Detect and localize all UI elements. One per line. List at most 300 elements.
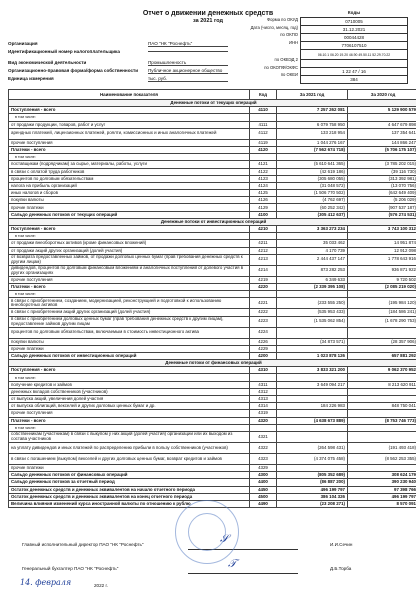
- indicator-code: 4221: [250, 298, 277, 309]
- value-2020: [348, 410, 416, 417]
- table-row: [9, 424, 416, 431]
- indicator-code: [250, 424, 277, 431]
- value-2021: (233 555 250): [277, 298, 348, 309]
- table-row: [9, 114, 416, 121]
- value-2020: 9 720 502: [348, 276, 416, 283]
- indicator-code: 4212: [250, 247, 277, 254]
- value-2021: (86 887 200): [277, 479, 348, 486]
- table-row: [9, 204, 416, 211]
- indicator-name: в связи с погашением (выкупом) векселей и других долговых ценных бумаг, возврат кредитов и займов: [9, 453, 250, 464]
- meta-value: Промышленность: [148, 60, 228, 66]
- meta-value: тыс. руб.: [148, 76, 228, 82]
- value-2021: (2 339 395 108): [277, 283, 348, 290]
- indicator-code: 4126: [250, 197, 277, 204]
- indicator-code: 4211: [250, 240, 277, 247]
- report-title: Отчет о движении денежных средств: [142, 10, 274, 17]
- indicator-code: 4500: [250, 493, 277, 500]
- value-2020: (313 392 981): [348, 175, 416, 182]
- indicator-code: 4125: [250, 190, 277, 197]
- value-2021: (42 619 186): [277, 168, 348, 175]
- indicator-name: от продажи внеоборотных активов (кроме финансовых вложений): [9, 240, 250, 247]
- value-2020: [348, 424, 416, 431]
- indicator-name: покупки валюты: [9, 338, 250, 345]
- table-row: [9, 327, 416, 338]
- meta-label: Единица измерения: [8, 76, 54, 82]
- meta-row: [8, 75, 228, 83]
- value-2020: 8 213 620 911: [348, 381, 416, 388]
- value-2021: [277, 114, 348, 121]
- ceo-signature-label: Главный исполнительный директор ПАО "НК "Роснефть": [22, 542, 144, 547]
- value-2020: [348, 154, 416, 161]
- value-2020: 144 866 247: [348, 139, 416, 146]
- value-2020: (3 785 202 015): [348, 161, 416, 168]
- codes-row: [301, 68, 408, 76]
- table-row: [9, 247, 416, 254]
- table-row: [9, 345, 416, 352]
- indicator-code: 4321: [250, 431, 277, 442]
- value-2021: (31 048 572): [277, 182, 348, 189]
- indicator-name: покупки валюты: [9, 197, 250, 204]
- indicator-name: Остаток денежных средств и денежных эквивалентов на конец отчетного периода: [9, 493, 250, 500]
- cash-flow-table: [8, 89, 416, 508]
- section-row: [9, 100, 416, 107]
- indicator-name: от продажи акций других организаций (долей участия): [9, 247, 250, 254]
- codes-block: [300, 10, 408, 84]
- indicator-code: 4323: [250, 453, 277, 464]
- value-2020: [348, 374, 416, 381]
- table-row: [9, 154, 416, 161]
- table-row: [9, 283, 416, 290]
- table-row: [9, 146, 416, 153]
- value-2020: (13 070 756): [348, 182, 416, 189]
- value-2020: 496 199 797: [348, 493, 416, 500]
- value-2020: (39 116 730): [348, 168, 416, 175]
- indicator-name: Платежи - всего: [9, 146, 250, 153]
- table-row: [9, 316, 416, 327]
- value-2021: [277, 291, 348, 298]
- meta-row: [8, 40, 228, 48]
- value-2020: (642 649 409): [348, 190, 416, 197]
- code-value: 384: [301, 76, 408, 84]
- value-2020: [348, 388, 416, 395]
- table-row: [9, 410, 416, 417]
- code-label: Дата (число, месяц, год): [250, 24, 298, 30]
- table-row: [9, 381, 416, 388]
- indicator-code: 4310: [250, 367, 277, 374]
- indicator-name: прочие платежи: [9, 204, 250, 211]
- accountant-signature-line: [188, 573, 298, 574]
- value-2021: [277, 431, 348, 442]
- indicator-name: на уплату дивидендов и иных платежей по распределению прибыли в пользу собственников (участников): [9, 442, 250, 453]
- meta-label: Организационно-правовая форма/форма собственности: [8, 68, 139, 74]
- value-2020: 5 129 900 579: [348, 107, 416, 114]
- code-value: 1 22 47 / 16: [301, 68, 408, 76]
- value-2021: (4 638 673 889): [277, 417, 348, 424]
- value-2020: [348, 233, 416, 240]
- codes-row: [301, 60, 408, 68]
- value-2021: 386 104 326: [277, 493, 348, 500]
- table-row: [9, 276, 416, 283]
- meta-label: Идентификационный номер налогоплательщика: [8, 49, 120, 55]
- indicator-code: [250, 374, 277, 381]
- value-2020: 12 912 098: [348, 247, 416, 254]
- table-row: [9, 197, 416, 204]
- indicator-code: [250, 154, 277, 161]
- section-row: [9, 360, 416, 367]
- table-row: [9, 190, 416, 197]
- indicator-name: дивидендов, процентов по долговым финансовым вложениям и аналогичных поступлений от долевого участия в других организациях: [9, 265, 250, 276]
- table-row: [9, 396, 416, 403]
- value-2020: 137 354 641: [348, 128, 416, 139]
- value-2021: (5 610 641 365): [277, 161, 348, 168]
- indicator-code: 4223: [250, 316, 277, 327]
- indicator-name: в связи с приобретением, созданием, модернизацией, реконструкцией и подготовкой к использованию внеоборотных активов: [9, 298, 250, 309]
- value-2021: 2 444 437 147: [277, 254, 348, 265]
- table-row: [9, 442, 416, 453]
- table-row: [9, 226, 416, 233]
- accountant-name: Д.Б.Торба: [330, 566, 352, 571]
- indicator-name: Поступления - всего: [9, 367, 250, 374]
- header-indicator: Наименование показателя: [9, 90, 250, 100]
- value-2021: 184 226 983: [277, 403, 348, 410]
- value-2021: [277, 374, 348, 381]
- table-row: [9, 265, 416, 276]
- indicator-name: от возврата предоставленных займов, от продажи долговых ценных бумаг (прав требования денежных средств к другим лицам): [9, 254, 250, 265]
- value-2020: [348, 396, 416, 403]
- value-2020: (1 678 290 753): [348, 316, 416, 327]
- section-row: [9, 218, 416, 225]
- indicator-code: 4222: [250, 309, 277, 316]
- indicator-code: 4322: [250, 442, 277, 453]
- indicator-name: получение кредитов и займов: [9, 381, 250, 388]
- value-2021: [277, 464, 348, 471]
- value-2020: (5 206 029): [348, 197, 416, 204]
- value-2020: 14 951 874: [348, 240, 416, 247]
- indicator-code: 4124: [250, 182, 277, 189]
- code-value: 7706107510: [301, 42, 408, 50]
- ceo-signature-scribble: 𝒮: [220, 532, 229, 545]
- indicator-code: 4120: [250, 146, 277, 153]
- table-row: [9, 464, 416, 471]
- indicator-code: 4314: [250, 403, 277, 410]
- indicator-name: в том числе:: [9, 291, 250, 298]
- indicator-name: прочие платежи: [9, 464, 250, 471]
- indicator-name: арендных платежей, лицензионных платежей, роялти, комиссионных и иных аналогичных платежей: [9, 128, 250, 139]
- indicator-code: 4229: [250, 345, 277, 352]
- value-2021: (305 412 637): [277, 211, 348, 218]
- codes-row: [301, 50, 408, 60]
- code-label: по ОКОПФ/ОКФС: [264, 64, 298, 70]
- value-2021: 6 079 758 950: [277, 121, 348, 128]
- report-period: за 2021 год: [192, 18, 223, 24]
- code-value: [301, 60, 408, 68]
- indicator-name: от выпуска акций, увеличения долей участия: [9, 396, 250, 403]
- codes-row: [301, 26, 408, 34]
- value-2020: (191 493 418): [348, 442, 416, 453]
- value-2021: 873 282 253: [277, 265, 348, 276]
- indicator-name: Платежи - всего: [9, 283, 250, 290]
- code-value: 0710005: [301, 18, 408, 26]
- codes-heading: Коды: [347, 10, 361, 15]
- value-2020: (8 753 746 773): [348, 417, 416, 424]
- indicator-code: 4119: [250, 139, 277, 146]
- table-row: [9, 168, 416, 175]
- value-2020: [348, 327, 416, 338]
- indicator-name: процентов по долговым обязательствам, включаемым в стоимость инвестиционного актива: [9, 327, 250, 338]
- indicator-name: Платежи - всего: [9, 417, 250, 424]
- value-2021: (264 598 431): [277, 442, 348, 453]
- header-2020: За 2020 год: [348, 90, 416, 100]
- value-2020: 390 230 940: [348, 479, 416, 486]
- table-row: [9, 233, 416, 240]
- indicator-code: 4121: [250, 161, 277, 168]
- table-row: [9, 161, 416, 168]
- value-2021: (60 252 342): [277, 204, 348, 211]
- value-2021: (34 873 571): [277, 338, 348, 345]
- indicator-code: 4112: [250, 128, 277, 139]
- value-2020: (907 537 187): [348, 204, 416, 211]
- value-2020: (195 984 120): [348, 298, 416, 309]
- table-row: [9, 453, 416, 464]
- value-2021: [277, 388, 348, 395]
- table-row: [9, 254, 416, 265]
- indicator-name: Сальдо денежных потоков от текущих операций: [9, 211, 250, 218]
- indicator-name: процентов по долговым обязательствам: [9, 175, 250, 182]
- meta-row: [8, 59, 228, 67]
- meta-value: [148, 51, 228, 52]
- indicator-name: в связи с оплатой труда работников: [9, 168, 250, 175]
- table-row: [9, 352, 416, 359]
- company-seal-stamp: [175, 500, 239, 564]
- value-2020: 657 881 292: [348, 352, 416, 359]
- indicator-name: денежных вкладов собственников (участников): [9, 388, 250, 395]
- value-2021: (305 680 055): [277, 175, 348, 182]
- indicator-code: 4319: [250, 410, 277, 417]
- value-2021: 3 649 094 217: [277, 381, 348, 388]
- indicator-code: 4122: [250, 168, 277, 175]
- code-label: по ОКЕИ: [280, 72, 298, 78]
- indicator-name: прочие платежи: [9, 345, 250, 352]
- value-2021: [277, 233, 348, 240]
- table-header-row: [9, 90, 416, 100]
- indicator-name: Сальдо денежных потоков от финансовых операций: [9, 472, 250, 479]
- meta-label: Организация: [8, 41, 38, 47]
- accountant-signature-label: Генеральный бухгалтер ПАО "НК "Роснефть": [22, 566, 119, 571]
- value-2021: (4 374 075 458): [277, 453, 348, 464]
- value-2021: [277, 154, 348, 161]
- indicator-code: 4220: [250, 283, 277, 290]
- indicator-code: 4224: [250, 327, 277, 338]
- codes-row: [301, 76, 408, 84]
- indicator-code: 4300: [250, 472, 277, 479]
- value-2020: [348, 345, 416, 352]
- value-2021: (1 506 770 502): [277, 190, 348, 197]
- indicator-name: прочие поступления: [9, 139, 250, 146]
- value-2021: 3 833 321 200: [277, 367, 348, 374]
- indicator-name: Сальдо денежных потоков от инвестиционных операций: [9, 352, 250, 359]
- table-row: [9, 121, 416, 128]
- indicator-name: Поступления - всего: [9, 107, 250, 114]
- value-2021: 7 257 262 081: [277, 107, 348, 114]
- table-row: [9, 367, 416, 374]
- value-2020: (2 085 219 020): [348, 283, 416, 290]
- indicator-code: 4219: [250, 276, 277, 283]
- indicator-code: 4490: [250, 500, 277, 507]
- value-2020: 8 570 091: [348, 500, 416, 507]
- value-2020: 936 871 922: [348, 265, 416, 276]
- value-2020: (5 706 175 107): [348, 146, 416, 153]
- indicator-code: [250, 291, 277, 298]
- meta-row: [8, 48, 228, 56]
- cash-flow-table-wrapper: [8, 89, 416, 508]
- value-2021: 133 218 954: [277, 128, 348, 139]
- table-row: [9, 309, 416, 316]
- indicator-code: 4213: [250, 254, 277, 265]
- indicator-code: [250, 233, 277, 240]
- header-2021: За 2021 год: [277, 90, 348, 100]
- indicator-name: в связи с приобретением акций других организаций (долей участия): [9, 309, 250, 316]
- value-2021: (535 953 433): [277, 309, 348, 316]
- meta-value: Публичное акционерное общество: [148, 68, 228, 74]
- indicator-name: в том числе:: [9, 114, 250, 121]
- value-2020: 3 743 100 312: [348, 226, 416, 233]
- table-row: [9, 139, 416, 146]
- ceo-name: И.И.Сечин: [330, 542, 353, 547]
- table-row: [9, 211, 416, 218]
- value-2020: 4 647 679 898: [348, 121, 416, 128]
- value-2021: (1 535 062 854): [277, 316, 348, 327]
- value-2021: [277, 327, 348, 338]
- section-title: Денежные потоки от финансовых операций: [9, 360, 416, 367]
- value-2021: [277, 396, 348, 403]
- indicator-code: 4210: [250, 226, 277, 233]
- indicator-name: Остаток денежных средств и денежных эквивалентов на начало отчетного периода: [9, 486, 250, 493]
- indicator-name: в том числе:: [9, 374, 250, 381]
- table-row: [9, 107, 416, 114]
- table-row: [9, 431, 416, 442]
- table-row: [9, 374, 416, 381]
- indicator-name: в том числе:: [9, 424, 250, 431]
- indicator-code: 4226: [250, 338, 277, 345]
- value-2020: [348, 431, 416, 442]
- meta-label: Вид экономической деятельности: [8, 60, 87, 66]
- indicator-name: от выпуска облигаций, векселей и других долговых ценных бумаг и др.: [9, 403, 250, 410]
- indicator-code: 4311: [250, 381, 277, 388]
- value-2020: [348, 291, 416, 298]
- indicator-name: Сальдо денежных потоков за отчетный период: [9, 479, 250, 486]
- table-row: [9, 338, 416, 345]
- value-2021: 1 044 276 167: [277, 139, 348, 146]
- indicator-code: 4320: [250, 417, 277, 424]
- codes-row: [301, 18, 408, 26]
- value-2020: (576 274 531): [348, 211, 416, 218]
- indicator-code: 4100: [250, 211, 277, 218]
- value-2020: [348, 114, 416, 121]
- value-2021: [277, 410, 348, 417]
- value-2021: 6 349 633: [277, 276, 348, 283]
- value-2021: 496 199 797: [277, 486, 348, 493]
- table-row: [9, 128, 416, 139]
- indicator-name: в том числе:: [9, 154, 250, 161]
- table-row: [9, 486, 416, 493]
- value-2020: (184 586 241): [348, 309, 416, 316]
- indicator-code: 4123: [250, 175, 277, 182]
- meta-value: ПАО "НК "Роснефть": [148, 41, 228, 47]
- indicator-name: прочие поступления: [9, 410, 250, 417]
- section-title: Денежные потоки от инвестиционных операций: [9, 218, 416, 225]
- value-2020: (8 562 253 355): [348, 453, 416, 464]
- code-label: по ОКВЭД 2: [274, 57, 298, 62]
- value-2021: (805 352 689): [277, 472, 348, 479]
- table-row: [9, 479, 416, 486]
- indicator-name: иных налогов и сборов: [9, 190, 250, 197]
- codes-table: [300, 17, 408, 84]
- date-year: 2022 г.: [94, 583, 108, 588]
- code-label: Форма по ОКУД: [266, 17, 298, 22]
- code-label: по ОКПО: [280, 32, 298, 38]
- indicator-name: Поступления - всего: [9, 226, 250, 233]
- indicator-code: 4450: [250, 486, 277, 493]
- table-row: [9, 298, 416, 309]
- indicator-code: 4400: [250, 479, 277, 486]
- indicator-code: 4129: [250, 204, 277, 211]
- table-row: [9, 388, 416, 395]
- table-row: [9, 182, 416, 189]
- value-2021: 4 170 739: [277, 247, 348, 254]
- table-row: [9, 240, 416, 247]
- value-2021: [277, 345, 348, 352]
- indicator-name: в связи с приобретением долговых ценных бумаг (прав требования денежных средств к другим лицам), предоставление займов другим лицам: [9, 316, 250, 327]
- indicator-name: от продажи продукции, товаров, работ и услуг: [9, 121, 250, 128]
- value-2020: 1 778 643 916: [348, 254, 416, 265]
- indicator-code: 4111: [250, 121, 277, 128]
- value-2020: 308 624 179: [348, 472, 416, 479]
- code-label: ИНН: [288, 39, 298, 45]
- indicator-name: Величина влияния изменений курса иностранной валюты по отношению к рублю: [9, 500, 250, 507]
- indicator-code: 4110: [250, 107, 277, 114]
- table-row: [9, 403, 416, 410]
- accountant-signature-scribble: 𝒯: [228, 557, 237, 570]
- section-title: Денежные потоки от текущих операций: [9, 100, 416, 107]
- indicator-code: 4312: [250, 388, 277, 395]
- table-row: [9, 175, 416, 182]
- value-2021: (7 562 674 718): [277, 146, 348, 153]
- table-row: [9, 291, 416, 298]
- indicator-name: прочие поступления: [9, 276, 250, 283]
- indicator-name: поставщикам (подрядчикам) за сырье, материалы, работы, услуги: [9, 161, 250, 168]
- code-value: 06.10.1 06.20 19.20 46.90 49.50.11 52.29.70.22: [301, 50, 408, 60]
- code-value: 31.12.2021: [301, 26, 408, 34]
- indicator-code: 4313: [250, 396, 277, 403]
- table-row: [9, 472, 416, 479]
- indicator-code: 4200: [250, 352, 277, 359]
- indicator-name: налога на прибыль организаций: [9, 182, 250, 189]
- table-row: [9, 493, 416, 500]
- codes-row: [301, 42, 408, 50]
- code-value: 00044428: [301, 34, 408, 42]
- value-2020: (28 357 906): [348, 338, 416, 345]
- value-2021: 3 363 273 234: [277, 226, 348, 233]
- value-2020: 848 750 041: [348, 403, 416, 410]
- table-row: [9, 417, 416, 424]
- value-2021: [277, 424, 348, 431]
- value-2020: 9 062 370 952: [348, 367, 416, 374]
- indicator-code: 4329: [250, 464, 277, 471]
- value-2021: 1 023 878 126: [277, 352, 348, 359]
- value-2020: [348, 464, 416, 471]
- date-handwritten: 14. февраля: [20, 578, 72, 587]
- indicator-code: 4214: [250, 265, 277, 276]
